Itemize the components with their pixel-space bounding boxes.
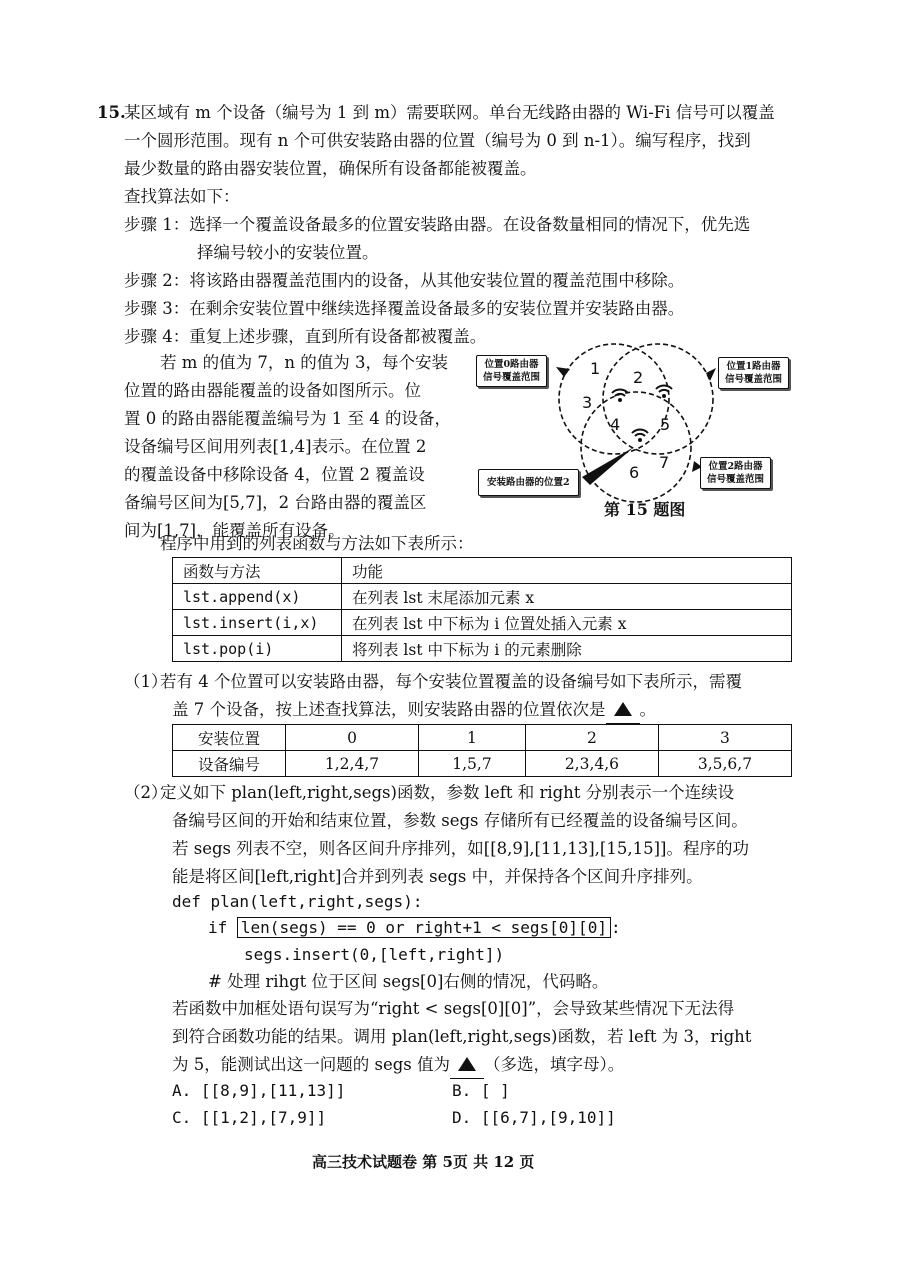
algo-title: 查找算法如下： — [124, 187, 240, 206]
example-line-1: 若 m 的值为 7，n 的值为 3，每个安装 — [160, 353, 448, 372]
problem-number: 15. — [97, 103, 126, 122]
q1-table — [172, 724, 792, 777]
boxed-condition: len(segs) == 0 or right+1 < segs[0][0] — [237, 917, 611, 938]
intro-line-3: 最少数量的路由器安装位置，确保所有设备都能被覆盖。 — [124, 159, 537, 178]
q1-table-dev-1: 1,5,7 — [419, 751, 526, 777]
device-label-3: 3 — [582, 393, 593, 412]
callout-pointer-install — [582, 447, 634, 485]
answer-blank-q2[interactable] — [450, 1052, 484, 1079]
intro-line-1: 某区域有 m 个设备（编号为 1 到 m）需要联网。单台无线路由器的 Wi-Fi 信号可以覆盖 — [124, 103, 775, 122]
func-intro: 程序中用到的列表函数与方法如下表所示： — [160, 534, 474, 553]
callout-pos0: 位置0路由器 信号覆盖范围 — [476, 355, 547, 387]
device-label-2: 2 — [633, 368, 644, 387]
q1-table-dev-2: 2,3,4,6 — [525, 751, 658, 777]
device-label-7: 7 — [659, 453, 670, 472]
coverage-circle-2 — [581, 392, 691, 502]
func-row-3-name: lst.pop(i) — [173, 636, 342, 662]
option-c[interactable]: C. [[1,2],[7,9]] — [172, 1108, 327, 1127]
func-table — [172, 557, 792, 662]
q1-number: （1） — [124, 672, 168, 691]
func-row-1-name: lst.append(x) — [173, 584, 342, 610]
page-footer: 高三技术试题卷 第 5页 共 12 页 — [312, 1153, 535, 1171]
example-line-5: 的覆盖设备中移除设备 4，位置 2 覆盖设 — [124, 465, 425, 484]
intro-line-2: 一个圆形范围。现有 n 个可供安装路由器的位置（编号为 0 到 n-1）。编写程序，找到 — [124, 131, 751, 150]
example-line-3: 置 0 的路由器能覆盖编号为 1 至 4 的设备， — [124, 409, 451, 428]
step-4: 步骤 4：重复上述步骤，直到所有设备都被覆盖。 — [124, 327, 487, 346]
code-if-line: if len(segs) == 0 or right+1 < segs[0][0] : — [208, 918, 621, 937]
q1-table-label-pos: 安装位置 — [173, 725, 286, 751]
callout-pointer-1 — [706, 368, 716, 381]
func-row-2-name: lst.insert(i,x) — [173, 610, 342, 636]
step-2: 步骤 2：将该路由器覆盖范围内的设备，从其他安装位置的覆盖范围中移除。 — [124, 271, 685, 290]
callout-pos2: 位置2路由器 信号覆盖范围 — [700, 457, 771, 489]
q1-table-pos-3: 3 — [658, 725, 791, 751]
wifi-icon-2 — [632, 430, 648, 442]
q2-after-2: 到符合函数功能的结果。调用 plan(left,right,segs)函数，若 left 为 3，right — [172, 1027, 752, 1046]
example-line-7: 间为[1,7]，能覆盖所有设备。 — [124, 521, 345, 540]
device-label-4: 4 — [610, 415, 621, 434]
q1-table-dev-3: 3,5,6,7 — [658, 751, 791, 777]
triangle-icon — [458, 1057, 476, 1071]
figure-caption: 第 15 题图 — [604, 500, 686, 519]
device-label-1: 1 — [590, 359, 601, 378]
option-b[interactable]: B. [ ] — [452, 1081, 510, 1100]
callout-install: 安装路由器的位置2 — [478, 469, 579, 496]
q2-after-1: 若函数中加框处语句误写为“right < segs[0][0]”，会导致某些情况下无法得 — [172, 999, 735, 1018]
code-def: def plan(left,right,segs): — [172, 892, 423, 911]
code-comment: # 处理 rihgt 位于区间 segs[0]右侧的情况，代码略。 — [208, 972, 609, 991]
triangle-icon — [614, 702, 632, 716]
coverage-circle-0 — [559, 344, 669, 454]
q1-table-pos-1: 1 — [419, 725, 526, 751]
q1-table-label-dev: 设备编号 — [173, 751, 286, 777]
func-row-1-desc: 在列表 lst 末尾添加元素 x — [342, 584, 792, 610]
q1-table-dev-0: 1,2,4,7 — [286, 751, 419, 777]
step-1: 步骤 1：选择一个覆盖设备最多的位置安装路由器。在设备数量相同的情况下，优先选 — [124, 215, 751, 234]
q2-line-2: 备编号区间的开始和结束位置，参数 segs 存储所有已经覆盖的设备编号区间。 — [172, 811, 748, 830]
device-label-6: 6 — [629, 463, 640, 482]
func-header-desc: 功能 — [342, 558, 792, 584]
func-header-name: 函数与方法 — [173, 558, 342, 584]
q1-line-1: 若有 4 个位置可以安装路由器，每个安装位置覆盖的设备编号如下表所示，需覆 — [160, 672, 742, 691]
option-d[interactable]: D. [[6,7],[9,10]] — [452, 1108, 616, 1127]
q1-table-pos-0: 0 — [286, 725, 419, 751]
step-1-cont: 择编号较小的安装位置。 — [197, 243, 379, 262]
func-row-2-desc: 在列表 lst 中下标为 i 位置处插入元素 x — [342, 610, 792, 636]
q2-after-3: 为 5，能测试出这一问题的 segs 值为 （多选，填字母）。 — [172, 1052, 624, 1079]
q2-line-3: 若 segs 列表不空，则各区间升序排列，如[[8,9],[11,13],[15,15]]。程序的功 — [172, 839, 749, 858]
example-line-2: 位置的路由器能覆盖的设备如图所示。位 — [124, 381, 421, 400]
q2-line-1: 定义如下 plan(left,right,segs)函数，参数 left 和 right 分别表示一个连续设 — [160, 783, 735, 802]
device-label-5: 5 — [660, 415, 671, 434]
answer-blank-q1[interactable] — [606, 697, 640, 724]
q1-line-2: 盖 7 个设备，按上述查找算法，则安装路由器的位置依次是 。 — [172, 697, 656, 724]
step-3: 步骤 3：在剩余安装位置中继续选择覆盖设备最多的安装位置并安装路由器。 — [124, 299, 685, 318]
code-insert: segs.insert(0,[left,right]) — [244, 945, 505, 964]
q2-line-4: 能是将区间[left,right]合并到列表 segs 中，并保持各个区间升序排列。 — [172, 867, 703, 886]
example-line-6: 备编号区间为[5,7]，2 台路由器的覆盖区 — [124, 493, 427, 512]
q2-number: （2） — [124, 783, 168, 802]
q1-table-pos-2: 2 — [525, 725, 658, 751]
example-line-4: 设备编号区间用列表[1,4]表示。在位置 2 — [124, 437, 427, 456]
callout-pos1: 位置1路由器 信号覆盖范围 — [718, 357, 789, 389]
func-row-3-desc: 将列表 lst 中下标为 i 的元素删除 — [342, 636, 792, 662]
option-a[interactable]: A. [[8,9],[11,13]] — [172, 1081, 346, 1100]
